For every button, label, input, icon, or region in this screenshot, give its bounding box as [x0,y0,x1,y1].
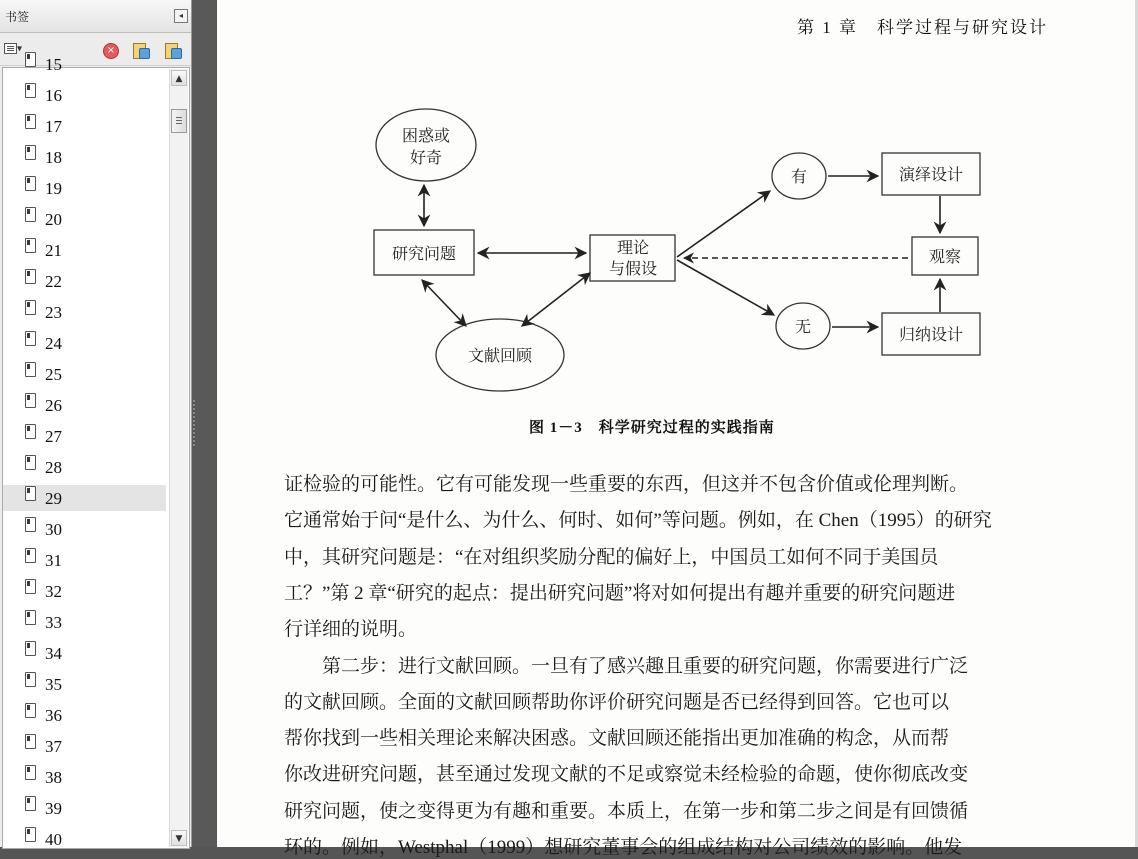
bookmark-label: 15 [45,55,62,74]
bookmark-item[interactable] [3,206,166,232]
node-observe: 观察 [928,249,962,266]
bookmark-label: 34 [45,644,62,663]
bookmark-item[interactable] [3,392,166,418]
bookmark-item[interactable] [3,268,166,294]
text-line: 的文献回顾。全面的文献回顾帮助你评价研究问题是否已经得到回答。它也可以 [284,692,950,713]
text-line: 行详细的说明。 [284,619,418,640]
node-literature-review: 文献回顾 [467,348,533,365]
bookmark-icon [25,393,36,408]
edge-theory-yes [677,191,770,257]
node-yes: 有 [790,169,808,186]
node-research-question: 研究问题 [391,246,457,263]
bookmark-label: 31 [45,551,62,570]
bookmark-item[interactable] [3,764,166,790]
bookmark-label: 23 [45,303,62,322]
bookmark-icon [25,300,36,315]
node-deductive: 演绎设计 [898,167,964,184]
bookmark-item[interactable] [3,733,166,759]
bookmark-item[interactable] [3,795,166,821]
bookmark-label: 29 [45,489,62,508]
bookmark-label: 18 [45,148,62,167]
bookmark-item[interactable] [3,175,166,201]
node-theory-line2: 与假设 [608,261,658,278]
node-inductive: 归纳设计 [898,327,964,344]
bookmark-icon [25,114,36,129]
scroll-up-button[interactable]: ▲ [171,70,187,86]
bookmark-icon [25,796,36,811]
bookmark-icon [25,238,36,253]
bookmarks-panel-header [0,0,191,33]
edge-literature-theory [522,273,590,326]
scroll-thumb[interactable] [171,109,187,133]
bookmark-icon [25,827,36,842]
bookmark-icon [25,548,36,563]
bookmark-item[interactable] [3,423,166,449]
collapse-panel-button[interactable]: ◂ [174,9,188,23]
bookmark-scrollbar[interactable] [169,69,188,847]
bookmark-item[interactable] [3,826,166,852]
node-confusion-line1: 困惑或 [401,128,451,145]
bookmark-item[interactable] [3,702,166,728]
bookmark-item[interactable] [3,113,166,139]
bookmark-icon [25,424,36,439]
bookmark-icon [25,331,36,346]
bookmark-label: 33 [45,613,62,632]
expand-bookmark-badge-icon [171,48,182,59]
bookmark-icon [25,362,36,377]
text-line: 第二步：进行文献回顾。一旦有了感兴趣且重要的研究问题，你需要进行广泛 [284,656,969,677]
bookmark-icon [25,641,36,656]
bookmark-label: 38 [45,768,62,787]
bookmarks-panel-title: 书签 [5,10,30,24]
bookmark-label: 25 [45,365,62,384]
bookmark-item[interactable] [3,485,166,511]
bookmark-icon [25,486,36,501]
bookmark-label: 19 [45,179,62,198]
bookmark-label: 39 [45,799,62,818]
bookmark-item[interactable] [3,82,166,108]
text-line: 中，其研究问题是：“在对组织奖励分配的偏好上，中国员工如何不同于美国员 [284,547,939,568]
bookmark-item[interactable] [3,578,166,604]
text-line: 帮你找到一些相关理论来解决困惑。文献回顾还能指出更加准确的构念，从而帮 [284,728,950,749]
bookmark-label: 17 [45,117,62,136]
bookmark-label: 28 [45,458,62,477]
bookmark-icon [25,610,36,625]
bookmark-item[interactable] [3,330,166,356]
node-confusion-shape [376,109,476,181]
bookmark-icon [25,145,36,160]
bookmark-icon [25,269,36,284]
bookmark-label: 37 [45,737,62,756]
edge-question-literature [422,280,466,326]
text-line: 证检验的可能性。它有可能发现一些重要的东西，但这并不包含价值或伦理判断。 [284,474,969,495]
bookmark-label: 27 [45,427,62,446]
text-line: 环的。例如，Westphal（1999）想研究董事会的组成结构对公司绩效的影响。他发 [284,837,963,858]
edge-theory-no [677,260,774,315]
bookmark-icon [25,517,36,532]
delete-icon: × [106,45,116,56]
bookmark-icon [25,83,36,98]
bookmark-item[interactable] [3,516,166,542]
running-header: 第 1 章 科学过程与研究设计 [797,18,1048,37]
scroll-down-button[interactable]: ▼ [171,830,187,846]
figure-caption: 图 1－3 科学研究过程的实践指南 [529,420,775,436]
panel-gutter [192,0,216,847]
bookmark-item[interactable] [3,671,166,697]
bookmark-list[interactable] [2,55,190,849]
bookmark-icon [25,765,36,780]
text-line: 研究问题，使之变得更为有趣和重要。本质上，在第一步和第二步之间是有回馈循 [284,801,969,822]
bookmark-icon [25,207,36,222]
bookmark-label: 32 [45,582,62,601]
text-line: 你改进研究问题，甚至通过发现文献的不足或察觉未经检验的命题，使你彻底改变 [284,764,969,785]
node-no: 无 [794,319,812,336]
bookmark-item[interactable] [3,51,166,77]
chevron-down-icon: ▾ [17,43,23,55]
bookmark-icon [25,455,36,470]
bookmark-label: 21 [45,241,62,260]
bookmark-label: 26 [45,396,62,415]
bookmark-icon [25,703,36,718]
bookmark-item[interactable] [3,237,166,263]
document-page [217,0,1138,858]
bookmark-label: 36 [45,706,62,725]
bookmark-label: 40 [45,830,62,849]
text-line: 它通常始于问“是什么、为什么、何时、如何”等问题。例如，在 Chen（1995）的研究 [284,510,992,531]
expand-bookmark-button[interactable] [164,41,180,59]
text-line: 工？”第 2 章“研究的起点：提出研究问题”将对如何提出有趣并重要的研究问题进 [284,583,956,604]
bookmark-icon [25,176,36,191]
panel-splitter-handle[interactable] [193,400,195,448]
bookmark-icon [25,579,36,594]
bookmark-item[interactable] [3,299,166,325]
bookmark-item[interactable] [3,144,166,170]
bookmark-icon [25,52,36,67]
bookmark-label: 16 [45,86,62,105]
bookmark-item[interactable] [3,609,166,635]
bookmark-item[interactable] [3,640,166,666]
bookmark-item[interactable] [3,547,166,573]
bookmark-label: 24 [45,334,62,353]
bookmark-label: 22 [45,272,62,291]
bookmark-icon [25,672,36,687]
bookmark-item[interactable] [3,361,166,387]
bookmark-label: 20 [45,210,62,229]
process-diagram [362,105,992,405]
bookmark-item[interactable] [3,454,166,480]
bookmarks-panel [0,0,192,847]
node-theory-line1: 理论 [616,240,650,257]
bookmark-label: 30 [45,520,62,539]
bookmark-icon [25,734,36,749]
node-confusion-line2: 好奇 [409,150,443,167]
bookmark-label: 35 [45,675,62,694]
